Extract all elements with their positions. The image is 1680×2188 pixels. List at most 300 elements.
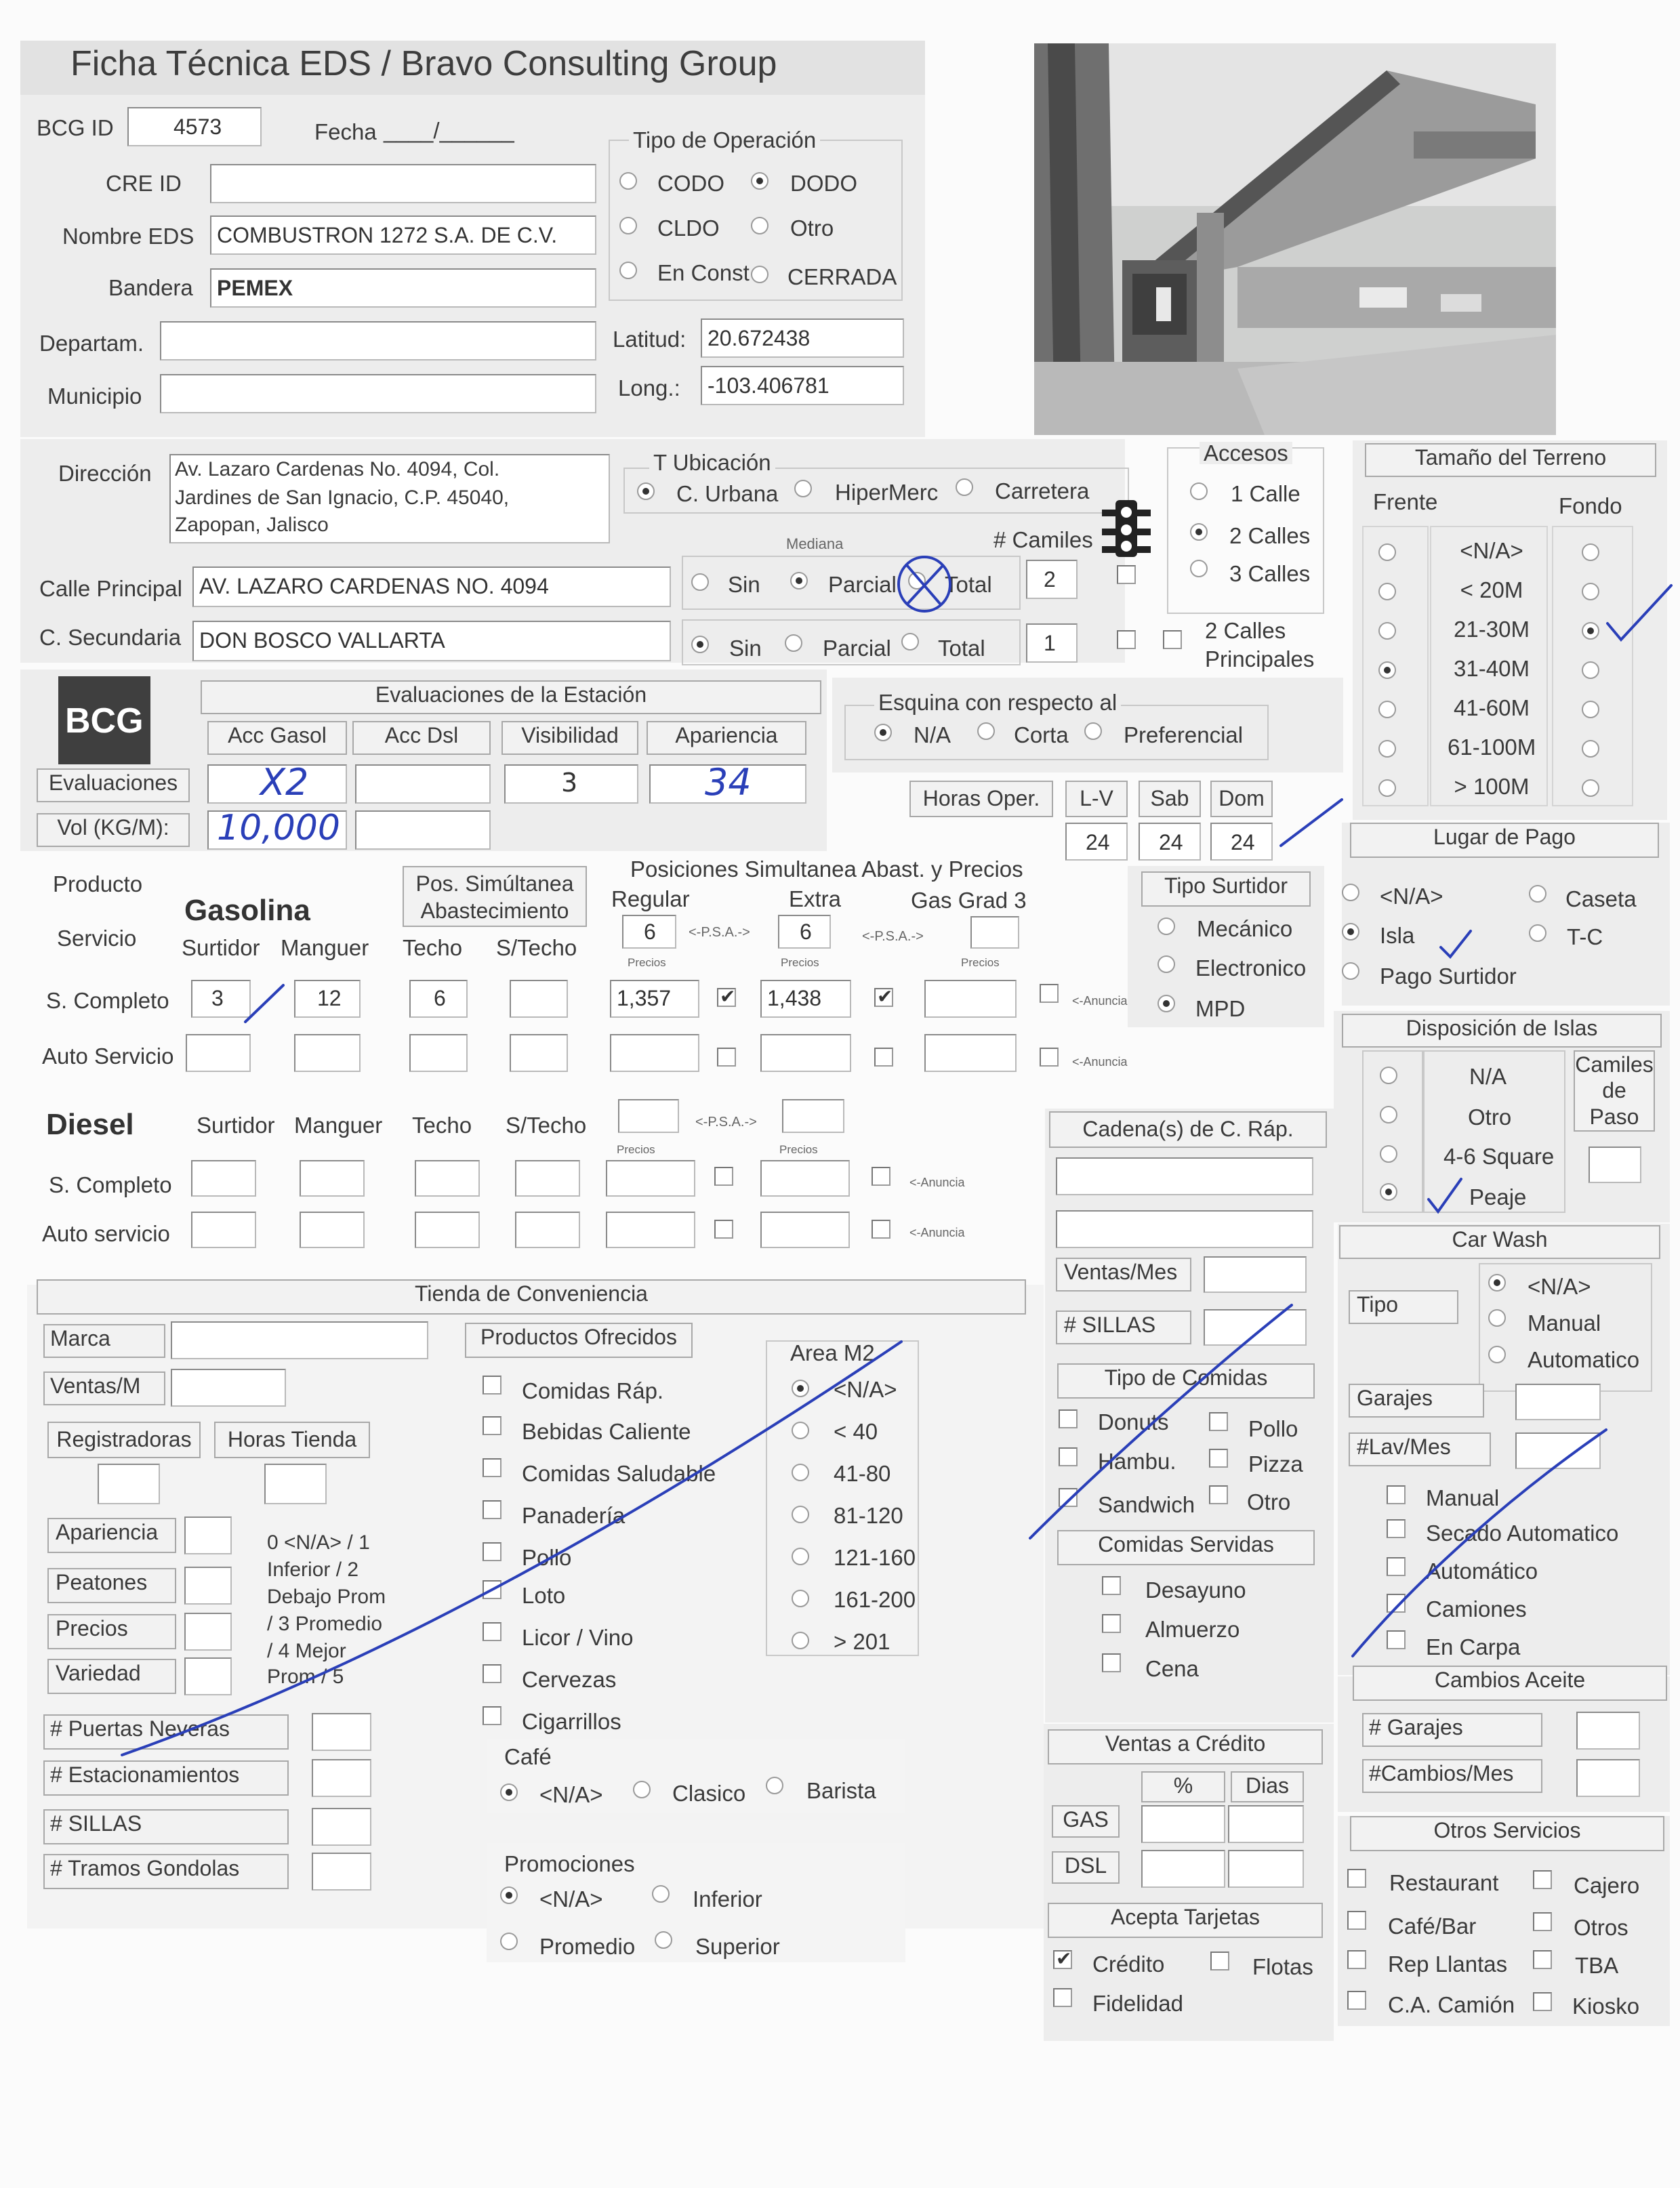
dsl-as-manguer[interactable] — [300, 1212, 365, 1248]
tarjetas-title: Acepta Tarjetas — [1048, 1903, 1323, 1938]
vol-extra-field[interactable] — [355, 810, 491, 850]
chk-producto-4[interactable] — [483, 1542, 501, 1561]
calle-label: Calle Principal — [39, 576, 182, 601]
depto-field[interactable] — [160, 321, 596, 360]
car-wash-garajes-label: Garajes — [1349, 1384, 1484, 1418]
opt-lp-isla: Isla — [1380, 923, 1415, 948]
opt-cafe-bar: Café/Bar — [1388, 1914, 1477, 1939]
chk-rep-llantas[interactable] — [1347, 1950, 1366, 1969]
fecha-value[interactable]: ____/______ — [384, 118, 514, 143]
radio-area-3[interactable] — [792, 1506, 809, 1523]
dsl-sc-surtidor[interactable] — [191, 1160, 256, 1197]
gasgrad-pos-field[interactable] — [970, 916, 1019, 949]
car-wash-tipo-label: Tipo — [1349, 1290, 1458, 1324]
radio-disp-peaje[interactable] — [1380, 1183, 1397, 1201]
direccion-label: Dirección — [58, 461, 152, 486]
gas-sc-extra-anuncia[interactable] — [874, 988, 893, 1007]
credito-gas-dias[interactable] — [1228, 1805, 1304, 1843]
camiles-paso-line-2: de — [1602, 1078, 1626, 1103]
count-tramos-label: # Tramos Gondolas — [43, 1854, 289, 1889]
rating-peatones-label: Peatones — [47, 1568, 176, 1603]
opt-electronico: Electronico — [1195, 955, 1307, 981]
nombre-label: Nombre EDS — [62, 224, 194, 249]
radio-frente-0[interactable] — [1378, 543, 1396, 561]
tienda-registradoras-field[interactable] — [98, 1464, 160, 1504]
opt-rep-llantas: Rep Llantas — [1388, 1952, 1508, 1977]
radio-carretera[interactable] — [956, 478, 973, 496]
gas-sc-regular-anuncia[interactable] — [717, 988, 736, 1007]
count-sillas-label: # SILLAS — [43, 1809, 289, 1844]
row1-camiles-field[interactable]: 2 — [1026, 560, 1078, 599]
chk-pollo-cr[interactable] — [1209, 1412, 1228, 1431]
gas-as-manguer[interactable] — [294, 1034, 361, 1072]
dsl-as-anuncia-a[interactable] — [714, 1220, 733, 1239]
row2-checkbox-a[interactable] — [1117, 630, 1136, 649]
chk-almuerzo[interactable] — [1102, 1614, 1121, 1633]
eval-acc-dsl-field[interactable] — [355, 764, 491, 804]
cadena-ventas-field[interactable] — [1204, 1256, 1307, 1293]
radio-dodo[interactable] — [751, 172, 769, 190]
aceite-cambios-field[interactable] — [1576, 1759, 1640, 1797]
direccion-line-2: Jardines de San Ignacio, C.P. 45040, — [175, 487, 510, 509]
gas-techo-label: Techo — [403, 935, 463, 960]
radio-3-calles[interactable] — [1190, 560, 1208, 577]
radio-lp-caseta[interactable] — [1529, 885, 1546, 903]
radio-cw-na[interactable] — [1488, 1274, 1506, 1292]
chk-producto-1[interactable] — [483, 1416, 501, 1435]
opt-cw-check-manual: Manual — [1426, 1485, 1500, 1510]
station-photo — [1034, 43, 1556, 435]
count-puertas-field[interactable] — [312, 1713, 371, 1751]
radio-fondo-6[interactable] — [1582, 779, 1599, 797]
chk-sandwich[interactable] — [1059, 1488, 1078, 1507]
radio-frente-6[interactable] — [1378, 779, 1396, 797]
dsl-techo-label: Techo — [412, 1113, 472, 1138]
dsl-scompleto-label: S. Completo — [49, 1172, 172, 1197]
radio-cw-automatico[interactable] — [1488, 1346, 1506, 1363]
radio-lp-na[interactable] — [1342, 884, 1359, 901]
opt-cena: Cena — [1145, 1656, 1199, 1681]
chk-producto-6[interactable] — [483, 1622, 501, 1641]
chk-fidelidad[interactable] — [1053, 1988, 1072, 2007]
opt-disp-square: 4-6 Square — [1443, 1144, 1555, 1169]
extra-psa: <-P.S.A.-> — [862, 929, 924, 944]
gas-sc-extra[interactable]: 1,438 — [760, 980, 851, 1018]
page-title: Ficha Técnica EDS / Bravo Consulting Group — [70, 44, 777, 83]
radio-cafe-barista[interactable] — [766, 1777, 783, 1794]
gas-as-regular[interactable] — [610, 1034, 699, 1072]
dsl-sc-stecho[interactable] — [515, 1160, 580, 1197]
dsl-sc-techo[interactable] — [415, 1160, 480, 1197]
radio-row1-sin[interactable] — [691, 573, 709, 591]
gas-manguer-label: Manguer — [281, 935, 369, 960]
area-label: < 40 — [834, 1419, 878, 1444]
opt-cw-automatico: Automatico — [1528, 1347, 1640, 1372]
chk-cw-carpa[interactable] — [1387, 1630, 1406, 1649]
radio-area-6[interactable] — [792, 1632, 809, 1649]
extra-pos-field[interactable]: 6 — [778, 915, 831, 949]
radio-promo-inferior[interactable] — [652, 1885, 670, 1903]
fecha-label: Fecha — [314, 119, 377, 144]
row2-total: Total — [938, 636, 985, 661]
opt-flotas: Flotas — [1252, 1954, 1313, 1979]
dsl-as-techo[interactable] — [415, 1212, 480, 1248]
radio-c-urbana[interactable] — [637, 482, 655, 500]
camiles-paso-field[interactable] — [1589, 1147, 1641, 1183]
radio-esquina-corta[interactable] — [977, 722, 995, 740]
gas-as-gasgrad-anuncia[interactable] — [1040, 1048, 1059, 1067]
frente-label: Frente — [1373, 489, 1438, 514]
horas-dom-field[interactable]: 24 — [1210, 823, 1273, 861]
opt-mpd: MPD — [1195, 996, 1246, 1021]
chk-credito[interactable] — [1053, 1950, 1072, 1969]
lat-field[interactable]: 20.672438 — [701, 318, 904, 358]
gas-as-regular-anuncia[interactable] — [717, 1048, 736, 1067]
aceite-cambios-label: #Cambios/Mes — [1362, 1759, 1542, 1793]
opt-cafe-na: <N/A> — [539, 1782, 603, 1807]
opt-hipermerc: HiperMerc — [835, 480, 939, 505]
tienda-marca-label: Marca — [43, 1324, 165, 1358]
opt-restaurant: Restaurant — [1389, 1870, 1499, 1895]
count-estacionamientos-field[interactable] — [312, 1759, 371, 1797]
bandera-label: Bandera — [108, 275, 193, 300]
opt-pizza: Pizza — [1248, 1451, 1303, 1477]
opt-en-const: En Const — [657, 260, 750, 285]
dsl-sc-anuncia-label: <-Anuncia — [909, 1176, 965, 1189]
rating-peatones-field[interactable] — [184, 1567, 232, 1605]
row2-checkbox-b[interactable] — [1163, 630, 1182, 649]
radio-area-2[interactable] — [792, 1464, 809, 1481]
tienda-title: Tienda de Conveniencia — [37, 1279, 1026, 1315]
regular-psa: <-P.S.A.-> — [689, 925, 750, 940]
gas-sc-manguer[interactable]: 12 — [294, 980, 361, 1018]
radio-area-0[interactable] — [792, 1380, 809, 1397]
producto-label: Comidas Ráp. — [522, 1378, 664, 1403]
radio-fondo-5[interactable] — [1582, 740, 1599, 758]
chk-producto-8[interactable] — [483, 1706, 501, 1725]
opt-cw-check-automatico: Automático — [1426, 1559, 1538, 1584]
opt-disp-peaje: Peaje — [1469, 1184, 1527, 1210]
row2-sin: Sin — [729, 636, 762, 661]
radio-lp-isla[interactable] — [1342, 923, 1359, 941]
cadena-title: Cadena(s) de C. Ráp. — [1049, 1111, 1327, 1148]
dsl-pos-a[interactable] — [618, 1099, 679, 1133]
gas-as-extra-anuncia[interactable] — [874, 1048, 893, 1067]
chk-producto-7[interactable] — [483, 1664, 501, 1683]
comidas-servidas-title: Comidas Servidas — [1057, 1530, 1315, 1565]
radio-lp-pago-surtidor[interactable] — [1342, 962, 1359, 980]
dsl-as-anuncia-b[interactable] — [872, 1220, 890, 1239]
chk-tba[interactable] — [1533, 1950, 1552, 1969]
radio-mecanico[interactable] — [1157, 917, 1175, 935]
horas-lv-field[interactable]: 24 — [1065, 823, 1128, 861]
dsl-sc-anuncia-a[interactable] — [714, 1167, 733, 1186]
opt-cw-manual: Manual — [1528, 1310, 1601, 1336]
row2-camiles-field[interactable]: 1 — [1026, 623, 1078, 663]
gas-scompleto-label: S. Completo — [46, 988, 169, 1013]
radio-promo-na[interactable] — [500, 1886, 518, 1904]
bcg-logo — [58, 676, 150, 764]
nombre-field[interactable]: COMBUSTRON 1272 S.A. DE C.V. — [210, 215, 596, 255]
bcg-id-field[interactable]: 4573 — [127, 107, 262, 146]
radio-cafe-clasico[interactable] — [633, 1781, 651, 1798]
evaluaciones-row-label: Evaluaciones — [37, 768, 190, 802]
opt-lp-pago-surtidor: Pago Surtidor — [1380, 964, 1517, 989]
chk-kiosko[interactable] — [1533, 1992, 1552, 2011]
radio-fondo-3[interactable] — [1582, 661, 1599, 679]
terreno-size-label: <N/A> — [1460, 538, 1523, 563]
depto-label: Departam. — [39, 331, 144, 356]
radio-frente-5[interactable] — [1378, 740, 1396, 758]
radio-row1-total[interactable] — [908, 572, 926, 590]
chk-cw-automatico[interactable] — [1387, 1557, 1406, 1576]
cadena-field-1[interactable] — [1056, 1157, 1313, 1195]
radio-row2-parcial[interactable] — [785, 634, 802, 652]
radio-cafe-na[interactable] — [500, 1783, 518, 1801]
chk-ca-camion[interactable] — [1347, 1991, 1366, 2010]
tienda-horas-field[interactable] — [264, 1464, 327, 1504]
pos-sim-title-text: Pos. Simúltanea Abastecimiento — [415, 871, 574, 923]
chk-hambu[interactable] — [1059, 1447, 1078, 1466]
camiles-paso-label — [1574, 1050, 1655, 1132]
col-visibilidad: Visibilidad — [501, 721, 638, 755]
credito-gas-pct[interactable] — [1141, 1805, 1225, 1843]
chk-producto-3[interactable] — [483, 1500, 501, 1519]
gas-as-techo[interactable] — [409, 1034, 468, 1072]
extra-label: Extra — [789, 886, 842, 911]
regular-pos-field[interactable]: 6 — [622, 915, 676, 949]
gas-sc-stecho[interactable] — [510, 980, 568, 1018]
traffic-light-icon — [1099, 499, 1153, 560]
opt-fidelidad: Fidelidad — [1092, 1991, 1183, 2016]
radio-hipermerc[interactable] — [794, 480, 812, 497]
gas-as-surtidor[interactable] — [186, 1034, 251, 1072]
opt-mecanico: Mecánico — [1197, 916, 1293, 941]
opt-cafe-barista: Barista — [806, 1778, 876, 1803]
gas-sc-gasgrad-anuncia[interactable] — [1040, 984, 1059, 1003]
radio-area-4[interactable] — [792, 1548, 809, 1565]
long-field[interactable]: -103.406781 — [701, 366, 904, 405]
chk-pizza[interactable] — [1209, 1449, 1228, 1468]
radio-row1-parcial[interactable] — [790, 572, 808, 590]
bcg-logo-text: BCG — [65, 701, 144, 741]
radio-1-calle[interactable] — [1190, 482, 1208, 500]
radio-promo-superior[interactable] — [655, 1931, 672, 1949]
pos-sim-title — [403, 866, 587, 927]
radio-frente-4[interactable] — [1378, 701, 1396, 718]
gasgrad-label: Gas Grad 3 — [911, 888, 1027, 913]
chk-cajero[interactable] — [1533, 1870, 1552, 1889]
radio-row2-total[interactable] — [901, 633, 919, 651]
dsl-autoservicio-label: Auto servicio — [42, 1221, 170, 1246]
terreno-size-label: 41-60M — [1454, 695, 1530, 720]
radio-disp-square[interactable] — [1380, 1145, 1397, 1163]
terreno-size-label: < 20M — [1460, 577, 1523, 602]
gas-sc-surtidor[interactable]: 3 — [191, 980, 251, 1018]
tienda-ventas-label: Ventas/M — [43, 1371, 165, 1405]
chk-cafe-bar[interactable] — [1347, 1911, 1366, 1930]
dsl-sc-price-a[interactable] — [606, 1160, 695, 1197]
radio-promo-promedio[interactable] — [500, 1933, 518, 1950]
rating-apariencia-field[interactable] — [184, 1516, 232, 1554]
opt-credito: Crédito — [1092, 1952, 1165, 1977]
tienda-ventas-field[interactable] — [171, 1369, 286, 1407]
calle-field[interactable]: AV. LAZARO CARDENAS NO. 4094 — [192, 566, 671, 607]
secundaria-field[interactable]: DON BOSCO VALLARTA — [192, 621, 671, 661]
chk-producto-2[interactable] — [483, 1458, 501, 1477]
horas-label: Horas Oper. — [909, 781, 1053, 817]
cadena-ventas-label: Ventas/Mes — [1056, 1258, 1191, 1292]
radio-2-calles[interactable] — [1190, 523, 1208, 541]
rating-variedad-field[interactable] — [184, 1657, 232, 1695]
opt-ca-camion: C.A. Camión — [1388, 1992, 1515, 2017]
chk-producto-5[interactable] — [483, 1580, 501, 1599]
opt-promo-na: <N/A> — [539, 1886, 603, 1912]
dsl-sc-price-b[interactable] — [760, 1160, 850, 1197]
promo-title: Promociones — [504, 1851, 635, 1876]
gas-sc-anuncia-label: <-Anuncia — [1072, 994, 1128, 1008]
radio-disp-otro[interactable] — [1380, 1106, 1397, 1123]
tipo-operacion-title: Tipo de Operación — [629, 129, 820, 151]
producto-label: Pollo — [522, 1545, 572, 1570]
dsl-as-stecho[interactable] — [515, 1212, 580, 1248]
radio-esquina-na[interactable] — [874, 724, 892, 741]
radio-otro[interactable] — [751, 217, 769, 234]
credito-dias-label: Dias — [1231, 1771, 1304, 1802]
gas-as-anuncia-label: <-Anuncia — [1072, 1055, 1128, 1069]
producto-label: Licor / Vino — [522, 1625, 634, 1650]
opt-tba: TBA — [1575, 1953, 1619, 1978]
radio-fondo-4[interactable] — [1582, 701, 1599, 718]
chk-cw-secado[interactable] — [1387, 1519, 1406, 1538]
opt-cafe-clasico: Clasico — [672, 1781, 746, 1806]
dsl-as-surtidor[interactable] — [191, 1212, 256, 1248]
scale-line-5: / 4 Mejor — [267, 1640, 346, 1662]
gas-sc-techo[interactable]: 6 — [409, 980, 468, 1018]
opt-promo-superior: Superior — [695, 1934, 780, 1959]
long-label: Long.: — [618, 375, 680, 400]
horas-sab-field[interactable]: 24 — [1139, 823, 1201, 861]
credito-title: Ventas a Crédito — [1048, 1729, 1323, 1764]
gasgrad-precios: Precios — [961, 956, 1000, 969]
tienda-marca-field[interactable] — [171, 1321, 428, 1359]
bcg-id-label: BCG ID — [37, 115, 114, 140]
dsl-as-price-a[interactable] — [606, 1212, 695, 1248]
chk-restaurant[interactable] — [1347, 1869, 1366, 1888]
opt-disp-otro: Otro — [1468, 1105, 1512, 1130]
car-wash-garajes-field[interactable] — [1515, 1384, 1601, 1420]
chk-desayuno[interactable] — [1102, 1576, 1121, 1595]
dsl-pos-b[interactable] — [782, 1099, 844, 1133]
chk-cw-manual[interactable] — [1387, 1485, 1406, 1504]
aceite-garajes-field[interactable] — [1576, 1712, 1640, 1750]
bandera-field[interactable]: PEMEX — [210, 268, 596, 308]
radio-frente-1[interactable] — [1378, 583, 1396, 600]
radio-row2-sin[interactable] — [691, 636, 709, 653]
chk-otro-cr[interactable] — [1209, 1485, 1228, 1504]
opt-cw-na: <N/A> — [1528, 1274, 1591, 1299]
dsl-precios-a: Precios — [617, 1143, 655, 1156]
radio-fondo-1[interactable] — [1582, 583, 1599, 600]
dsl-sc-manguer[interactable] — [300, 1160, 365, 1197]
radio-cw-manual[interactable] — [1488, 1309, 1506, 1327]
tienda-registradoras-label: Registradoras — [47, 1422, 201, 1458]
chk-producto-0[interactable] — [483, 1376, 501, 1395]
count-tramos-field[interactable] — [312, 1853, 371, 1891]
count-estacionamientos-label: # Estacionamientos — [43, 1760, 289, 1796]
radio-fondo-2[interactable] — [1582, 622, 1599, 640]
radio-area-5[interactable] — [792, 1590, 809, 1607]
opt-cajero: Cajero — [1574, 1873, 1640, 1898]
municipio-field[interactable] — [160, 374, 596, 413]
area-label: 81-120 — [834, 1503, 903, 1528]
credito-dsl-dias[interactable] — [1228, 1850, 1304, 1888]
municipio-label: Municipio — [47, 384, 142, 409]
radio-area-1[interactable] — [792, 1422, 809, 1439]
chk-cena[interactable] — [1102, 1653, 1121, 1672]
opt-hambu: Hambu. — [1098, 1449, 1176, 1474]
cadena-field-2[interactable] — [1056, 1210, 1313, 1248]
scale-line-3: Debajo Prom — [267, 1586, 386, 1608]
direccion-field[interactable] — [169, 454, 610, 543]
cre-id-label: CRE ID — [106, 171, 182, 196]
dsl-as-price-b[interactable] — [760, 1212, 850, 1248]
car-wash-lavmes-field[interactable] — [1515, 1432, 1601, 1469]
chk-otros[interactable] — [1533, 1912, 1552, 1931]
radio-codo[interactable] — [619, 172, 637, 190]
scale-line-4: / 3 Promedio — [267, 1613, 383, 1635]
chk-donuts[interactable] — [1059, 1409, 1078, 1428]
rating-variedad-label: Variedad — [47, 1659, 176, 1694]
gas-sc-gasgrad[interactable] — [924, 980, 1017, 1018]
radio-frente-2[interactable] — [1378, 622, 1396, 640]
gas-as-stecho[interactable] — [510, 1034, 568, 1072]
radio-disp-na[interactable] — [1380, 1067, 1397, 1084]
col-acc-dsl: Acc Dsl — [352, 721, 491, 755]
opt-esquina-na: N/A — [914, 722, 951, 747]
radio-esquina-pref[interactable] — [1084, 722, 1102, 740]
radio-mpd[interactable] — [1157, 995, 1175, 1012]
gas-sc-regular[interactable]: 1,357 — [610, 980, 699, 1018]
radio-electronico[interactable] — [1157, 955, 1175, 973]
chk-cw-camiones[interactable] — [1387, 1594, 1406, 1613]
gas-as-extra[interactable] — [760, 1034, 851, 1072]
cre-id-field[interactable] — [210, 164, 596, 203]
cadena-sillas-field[interactable] — [1204, 1309, 1307, 1346]
dsl-sc-anuncia-b[interactable] — [872, 1167, 890, 1186]
chk-flotas[interactable] — [1210, 1952, 1229, 1970]
dsl-manguer-label: Manguer — [294, 1113, 383, 1138]
count-sillas-field[interactable] — [312, 1808, 371, 1846]
cafe-title: Café — [504, 1744, 552, 1769]
radio-cerrada[interactable] — [751, 266, 769, 283]
credito-pct-label: % — [1141, 1771, 1225, 1802]
opt-2-calles: 2 Calles — [1229, 523, 1311, 548]
opt-esquina-corta: Corta — [1014, 722, 1069, 747]
credito-dsl-pct[interactable] — [1141, 1850, 1225, 1888]
row1-checkbox[interactable] — [1117, 565, 1136, 584]
radio-lp-tc[interactable] — [1529, 924, 1546, 942]
tipo-comidas-title: Tipo de Comidas — [1057, 1363, 1315, 1399]
radio-fondo-0[interactable] — [1582, 543, 1599, 561]
radio-cldo[interactable] — [619, 217, 637, 234]
radio-frente-3[interactable] — [1378, 661, 1396, 679]
rating-precios-field[interactable] — [184, 1613, 232, 1651]
radio-en-const[interactable] — [619, 262, 637, 279]
gas-as-gasgrad[interactable] — [924, 1034, 1017, 1072]
area-label: 41-80 — [834, 1461, 891, 1486]
opt-otro: Otro — [790, 215, 834, 241]
